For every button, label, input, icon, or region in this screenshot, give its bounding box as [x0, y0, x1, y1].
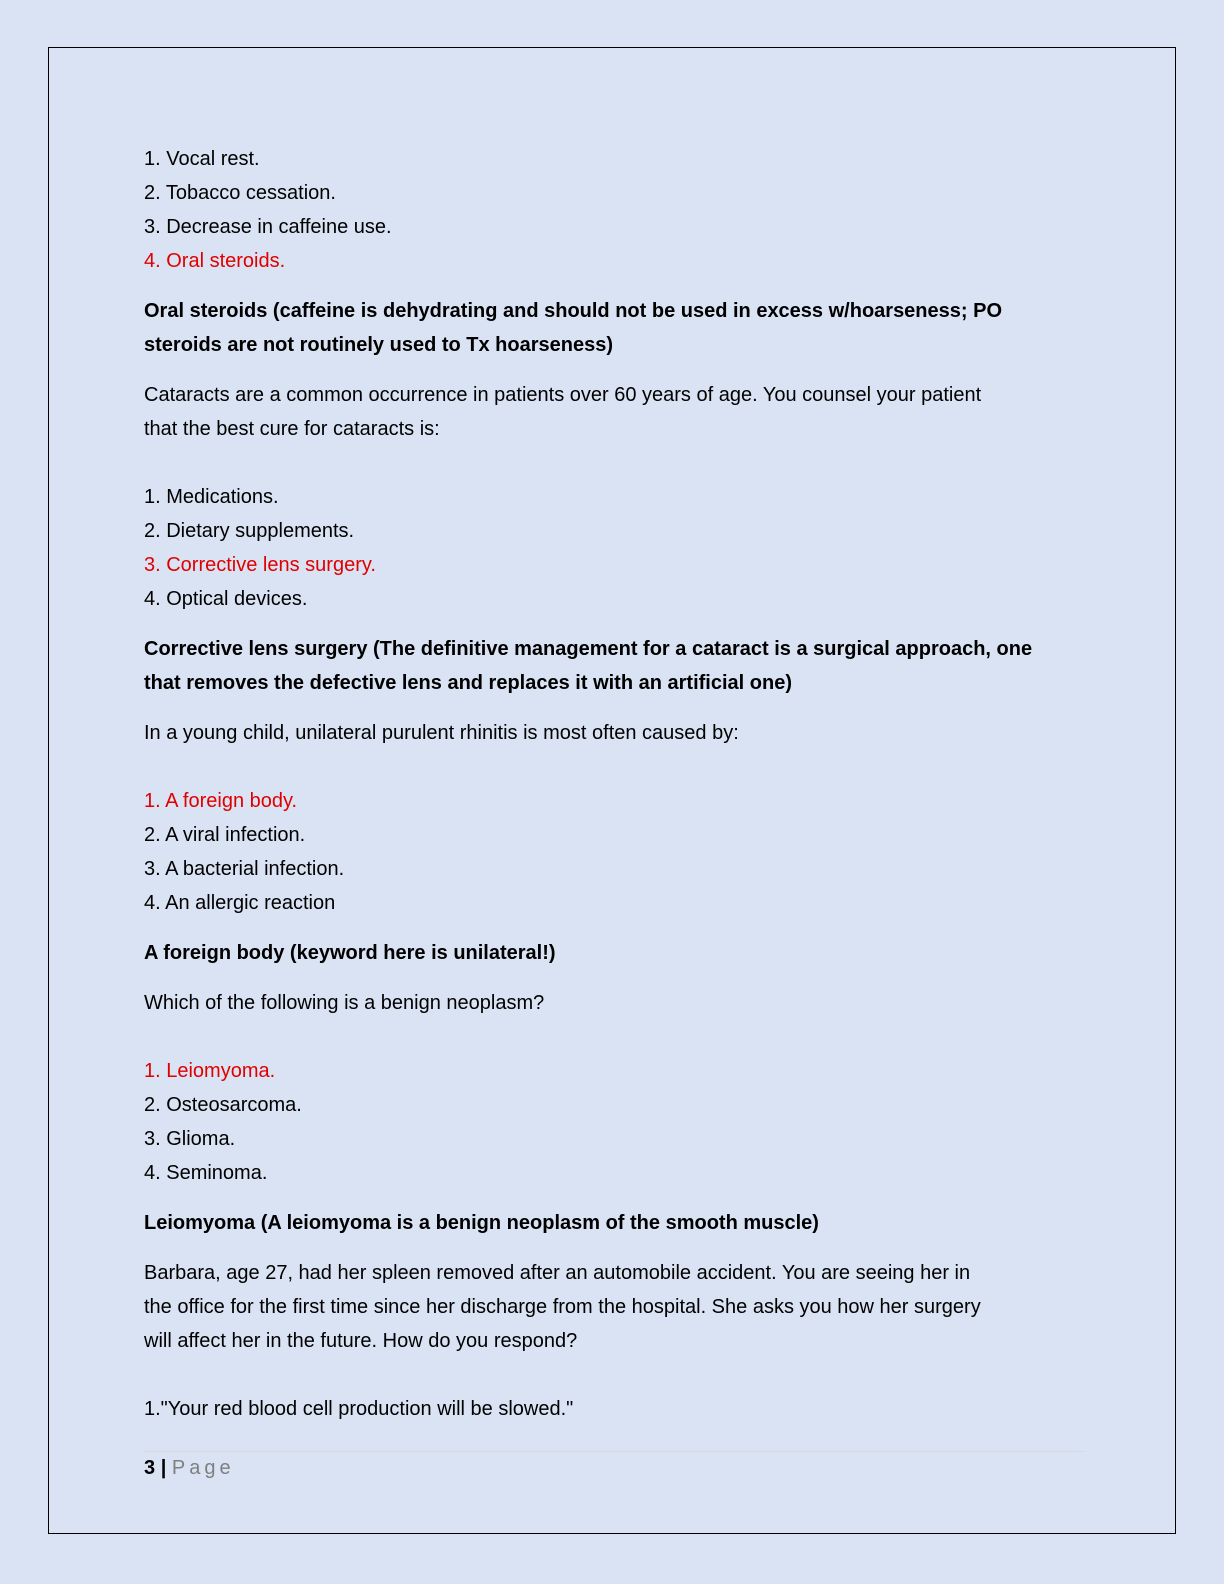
question-line: In a young child, unilateral purulent rhinitis is most often caused by:	[144, 722, 739, 744]
answer-options	[144, 480, 1079, 616]
question-line: that the best cure for cataracts is:	[144, 418, 440, 440]
footer-divider	[144, 1451, 1085, 1452]
answer-line: Leiomyoma (A leiomyoma is a benign neoplasm of the smooth muscle)	[144, 1212, 819, 1234]
document-body	[144, 142, 1079, 1426]
footer-separator: |	[160, 1457, 167, 1479]
answer-line: A foreign body (keyword here is unilateral!)	[144, 942, 556, 964]
option-item: 2. Tobacco cessation.	[144, 182, 336, 204]
question-text	[144, 378, 1079, 446]
option-item: 2. A viral infection.	[144, 824, 306, 846]
option-item: 1. Medications.	[144, 486, 279, 508]
answer-line: that removes the defective lens and replaces it with an artificial one)	[144, 672, 792, 694]
option-item: 2. Dietary supplements.	[144, 520, 355, 542]
answer-line: Corrective lens surgery (The definitive management for a cataract is a surgical approach, one	[144, 638, 1033, 660]
option-item: 3. A bacterial infection.	[144, 858, 345, 880]
answer-explanation	[144, 632, 1079, 700]
option-item: 4. An allergic reaction	[144, 892, 336, 914]
option-item: 2. Osteosarcoma.	[144, 1094, 302, 1116]
blank-line	[144, 750, 1079, 784]
page-number: 3	[144, 1457, 156, 1479]
option-item: 3. Glioma.	[144, 1128, 236, 1150]
correct-option: 4. Oral steroids.	[144, 250, 286, 272]
option-item: 1. Vocal rest.	[144, 148, 260, 170]
answer-options	[144, 1054, 1079, 1190]
answer-line: steroids are not routinely used to Tx hoarseness)	[144, 334, 614, 356]
correct-option: 1. Leiomyoma.	[144, 1060, 276, 1082]
question-line: will affect her in the future. How do you respond?	[144, 1330, 578, 1352]
option-item: 3. Decrease in caffeine use.	[144, 216, 392, 238]
answer-explanation	[144, 936, 1079, 970]
page-footer	[144, 1453, 235, 1483]
question-text	[144, 716, 1079, 750]
blank-line	[144, 1020, 1079, 1054]
question-line: Which of the following is a benign neoplasm?	[144, 992, 545, 1014]
answer-options	[144, 142, 1079, 278]
correct-option: 3. Corrective lens surgery.	[144, 554, 376, 576]
question-text	[144, 986, 1079, 1020]
option-item: 4. Optical devices.	[144, 588, 308, 610]
answer-explanation	[144, 1206, 1079, 1240]
question-line: Cataracts are a common occurrence in patients over 60 years of age. You counsel your patient	[144, 384, 982, 406]
question-line: the office for the first time since her discharge from the hospital. She asks you how her surgery	[144, 1296, 981, 1318]
page-label: Page	[171, 1457, 235, 1479]
correct-option: 1. A foreign body.	[144, 790, 298, 812]
answer-options	[144, 784, 1079, 920]
answer-options	[144, 1392, 1079, 1426]
answer-explanation	[144, 294, 1079, 362]
blank-line	[144, 1358, 1079, 1392]
option-item: 1."Your red blood cell production will be slowed."	[144, 1398, 574, 1420]
question-line: Barbara, age 27, had her spleen removed after an automobile accident. You are seeing her in	[144, 1262, 971, 1284]
option-item: 4. Seminoma.	[144, 1162, 268, 1184]
blank-line	[144, 446, 1079, 480]
question-text	[144, 1256, 1079, 1358]
answer-line: Oral steroids (caffeine is dehydrating and should not be used in excess w/hoarseness; PO	[144, 300, 1003, 322]
